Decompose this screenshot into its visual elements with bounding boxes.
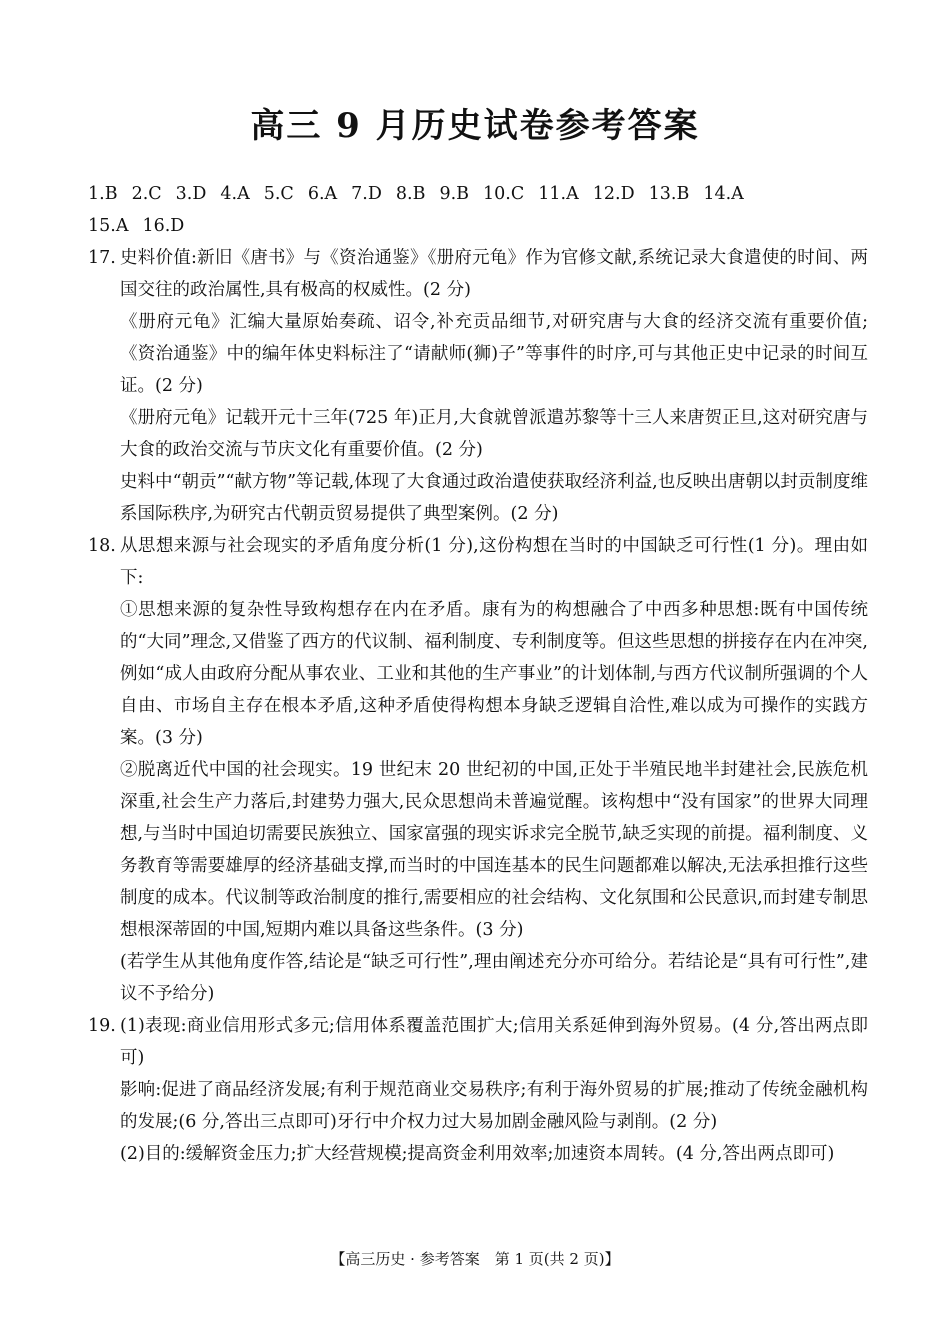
page-footer: 【高三历史 · 参考答案 第 1 页(共 2 页)】: [330, 1250, 620, 1268]
paragraph: ②脱离近代中国的社会现实。19 世纪末 20 世纪初的中国,正处于半殖民地半封建社会,民族危机深重,社会生产力落后,封建势力强大,民众思想尚未普遍觉醒。该构想中“没有国家”的世界大同理想,与当时中国迫切需要民族独立、国家富强的现实诉求完全脱节,缺乏实现的前提。福利制度、义务教育等需要雄厚的经济基础支撑,而当时的中国连基本的民生问题都难以解决,无法承担推行这些制度的成本。代议制等政治制度的推行,需要相应的社会结构、文化氛围和公民意识,而封建专制思想根深蒂固的中国,短期内难以具备这些条件。(3 分): [120, 760, 868, 940]
answer-item: 14.A: [703, 184, 744, 204]
answer-item: 12.D: [592, 184, 635, 204]
choice-answers-row-2: [88, 210, 868, 242]
paragraph: (2)目的:缓解资金压力;扩大经营规模;提高资金利用效率;加速资本周转。(4 分,答出两点即可): [120, 1144, 835, 1164]
answer-item: 6.A: [307, 184, 338, 204]
paragraph: 从思想来源与社会现实的矛盾角度分析(1 分),这份构想在当时的中国缺乏可行性(1 分)。理由如下:: [120, 536, 868, 588]
answer-item: 11.A: [538, 184, 579, 204]
answer-item: 3.D: [175, 184, 207, 204]
paragraph: (若学生从其他角度作答,结论是“缺乏可行性”,理由阐述充分亦可给分。若结论是“具有可行性”,建议不予给分): [120, 952, 868, 1004]
answer-item: 15.A: [88, 216, 129, 236]
question-18: [88, 530, 868, 1010]
choice-answers-row-1: [88, 178, 868, 210]
paragraph: 《册府元龟》记载开元十三年(725 年)正月,大食就曾派遣苏黎等十三人来唐贺正旦,这对研究唐与大食的政治交流与节庆文化有重要价值。(2 分): [120, 408, 868, 460]
page-title: 高三 9 月历史试卷参考答案: [250, 106, 700, 146]
answer-body: [88, 178, 868, 1170]
question-number: 17.: [88, 248, 116, 268]
answer-item: 1.B: [88, 184, 118, 204]
answer-item: 8.B: [395, 184, 426, 204]
answer-item: 13.B: [648, 184, 690, 204]
question-17: [88, 242, 868, 530]
question-number: 19.: [88, 1016, 116, 1036]
answer-item: 4.A: [220, 184, 250, 204]
paragraph: 史料中“朝贡”“献方物”等记载,体现了大食通过政治遣使获取经济利益,也反映出唐朝以封贡制度维系国际秩序,为研究古代朝贡贸易提供了典型案例。(2 分): [120, 472, 868, 524]
paragraph: 影响:促进了商品经济发展;有利于规范商业交易秩序;有利于海外贸易的扩展;推动了传统金融机构的发展;(6 分,答出三点即可)牙行中介权力过大易加剧金融风险与剥削。(2 分): [120, 1080, 868, 1132]
question-number: 18.: [88, 536, 116, 556]
paragraph: 史料价值:新旧《唐书》与《资治通鉴》《册府元龟》作为官修文献,系统记录大食遣使的时间、两国交往的政治属性,具有极高的权威性。(2 分): [120, 248, 868, 300]
answer-item: 5.C: [263, 184, 294, 204]
paragraph: (1)表现:商业信用形式多元;信用体系覆盖范围扩大;信用关系延伸到海外贸易。(4 分,答出两点即可): [120, 1016, 868, 1068]
answer-item: 7.D: [351, 184, 382, 204]
answer-item: 2.C: [131, 184, 162, 204]
paragraph: 《册府元龟》汇编大量原始奏疏、诏令,补充贡品细节,对研究唐与大食的经济交流有重要价值;《资治通鉴》中的编年体史料标注了“请献师(狮)子”等事件的时序,可与其他正史中记录的时间互证。(2 分): [120, 312, 868, 396]
paragraph: ①思想来源的复杂性导致构想存在内在矛盾。康有为的构想融合了中西多种思想:既有中国传统的“大同”理念,又借鉴了西方的代议制、福利制度、专利制度等。但这些思想的拼接存在内在冲突,例如“成人由政府分配从事农业、工业和其他的生产事业”的计划体制,与西方代议制所强调的个人自由、市场自主存在根本矛盾,这种矛盾使得构想本身缺乏逻辑自洽性,难以成为可操作的实践方案。(3 分): [120, 600, 868, 748]
answer-item: 16.D: [142, 216, 185, 236]
answer-item: 10.C: [483, 184, 525, 204]
answer-item: 9.B: [439, 184, 470, 204]
question-19: [88, 1010, 868, 1170]
